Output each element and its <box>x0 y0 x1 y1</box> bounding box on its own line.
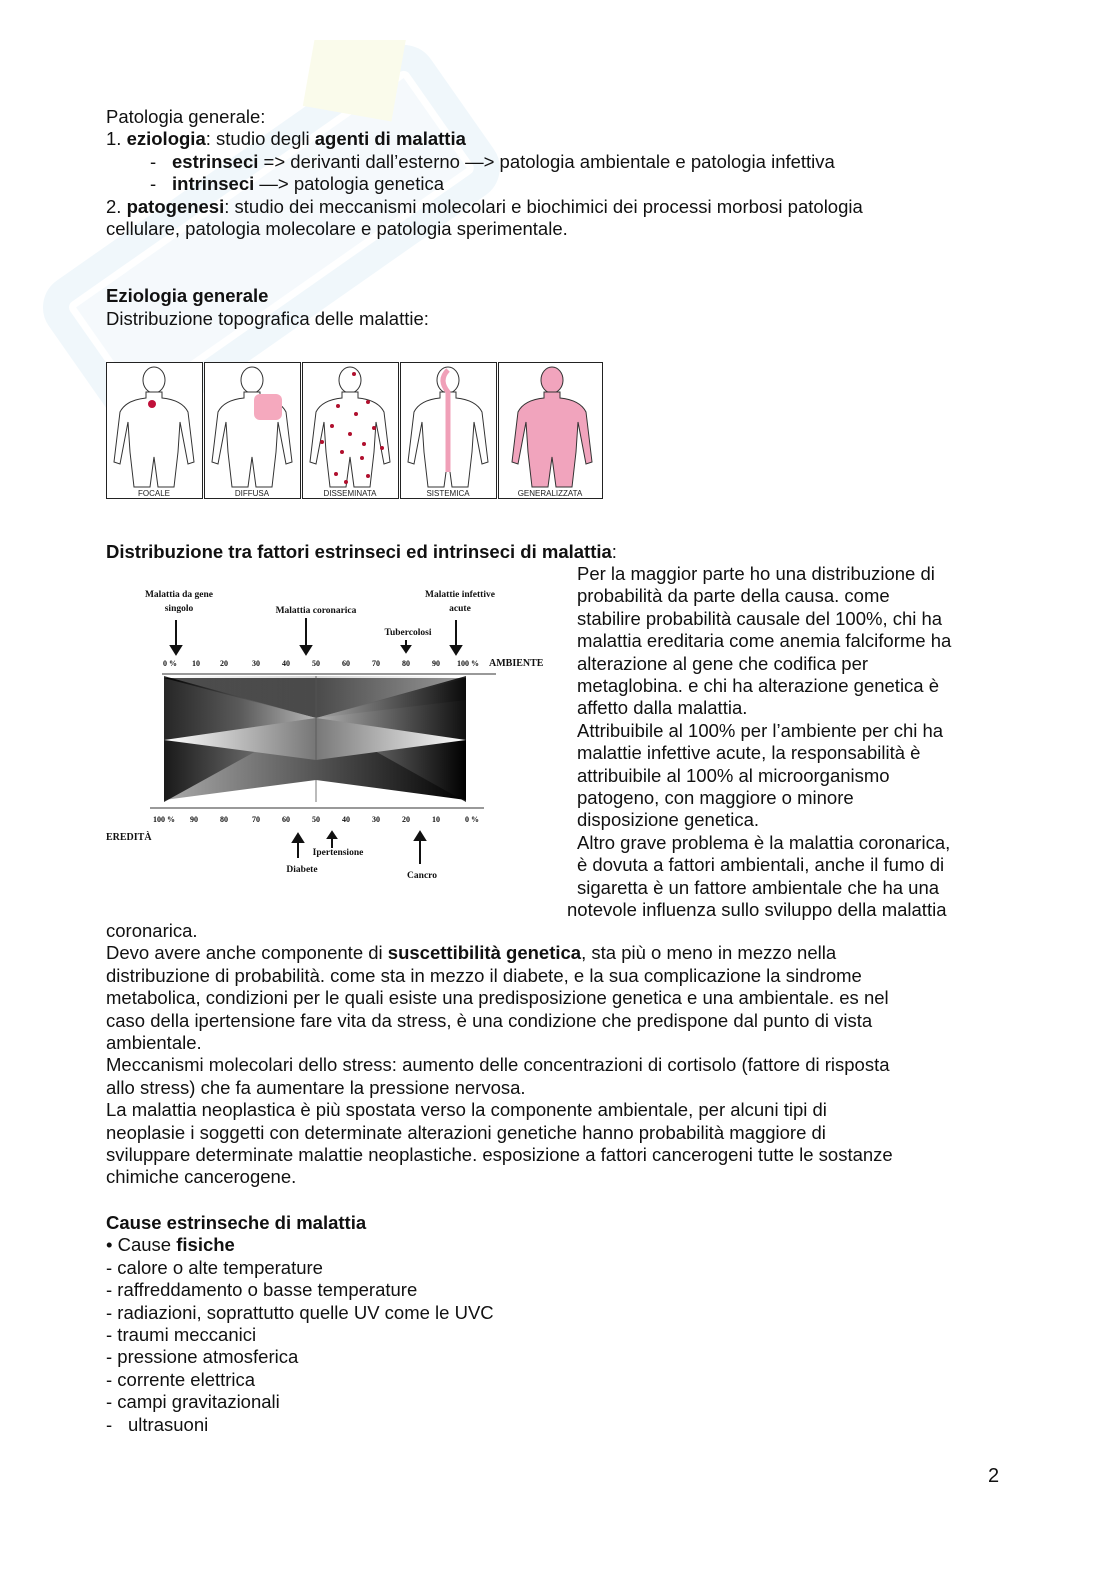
figure-label-disseminata: DISSEMINATA <box>323 489 377 498</box>
axis-label-ambiente: AMBIENTE <box>489 658 544 669</box>
section-title-distribuzione: Distribuzione tra fattori estrinseci ed intrinseci di malattia: <box>106 541 617 562</box>
svg-text:30: 30 <box>372 815 380 824</box>
list-item: - calore o alte temperature <box>106 1256 323 1278</box>
svg-text:10: 10 <box>192 659 200 668</box>
chart-side-text: Per la maggior parte ho una distribuzione di probabilità da parte della causa. come stabilire probabilità causale del 100%, chi ha malattia ereditaria come anemia falciforme ha alterazione al gene che codifica per metaglobina. e chi ha alterazione genetica è affetto dalla malattia. Attribuibile al 100% per l’ambiente per chi ha malattie infettive acute, la responsabilità è attribuibile al 100% al microorganismo patogeno, con maggiore o minore disposizione genetica. Altro grave problema è la malattia coronarica, è dovuta a fattori ambientali, anche il fumo di sigaretta è un fattore ambientale che ha una notevole influenza sullo sviluppo della malattia <box>567 563 952 921</box>
list-item: - campi gravitazionali <box>106 1391 280 1413</box>
label-malattia-gene: Malattia da gene <box>144 590 214 600</box>
paragraph-suscettibilita: Devo avere anche componente di suscettibilità genetica, sta più o meno in mezzo nella <box>106 942 837 964</box>
list-item-patogenesi-cont: cellulare, patologia molecolare e patologia sperimentale. <box>106 218 568 240</box>
svg-text:100 %: 100 % <box>153 815 175 824</box>
svg-text:40: 40 <box>342 815 350 824</box>
axis-label-eredita: EREDITÀ <box>106 832 152 843</box>
figure-label-generalizzata: GENERALIZZATA <box>517 489 583 498</box>
sub-item-estrinseci: - estrinseci => derivanti dall’esterno —> patologia ambientale e patologia infettiva <box>150 150 835 172</box>
svg-text:90: 90 <box>432 659 440 668</box>
figure-label-diffusa: DIFFUSA <box>234 489 270 498</box>
list-item-patogenesi: 2. patogenesi: studio dei meccanismi molecolari e biochimici dei processi morbosi patologia <box>106 195 863 217</box>
svg-text:60: 60 <box>282 815 290 824</box>
svg-text:80: 80 <box>220 815 228 824</box>
svg-text:70: 70 <box>252 815 260 824</box>
svg-text:20: 20 <box>220 659 228 668</box>
list-item: - ultrasuoni <box>106 1413 209 1435</box>
figure-label-sistemica: SISTEMICA <box>426 489 470 498</box>
label-acute: acute <box>449 604 471 614</box>
label-tubercolosi: Tubercolosi <box>384 628 432 638</box>
distribution-paragraphs: coronarica. Devo avere anche componente di suscettibilità genetica, sta più o meno in mezzo nella distribuzione di probabilità. come sta in mezzo il diabete, e la sua complicazione la sindrome metabolica, condizioni per le quali esiste una predisposizione genetica e una ambientale. es nel caso della ipertensione fare vita da stress, è una condizione che predispone dal punto di vista ambientale. Meccanismi molecolari dello stress: aumento delle concentrazioni di cortisolo (fattore di risposta allo stress) che fa aumentare la pressione nervosa. La malattia neoplastica è più spostata verso la componente ambientale, per alcuni tipi di neoplasie i soggetti con determinate alterazioni genetiche hanno probabilità maggiore di sviluppare determinate malattie neoplastiche. esposizione a fattori cancerogeni tutte le sostanze chimiche cancerogene. Cause estrinseche di malattia • Cause fisiche - calore o alte temperature - raffreddamento o basse temperature - radiazioni, soprattutto quelle UV come le UVC - traumi meccanici - pressione atmosferica - corrente elettrica - campi gravitazionali - ultrasuoni <box>106 920 1006 1436</box>
svg-text:80: 80 <box>402 659 410 668</box>
list-item: - radiazioni, soprattutto quelle UV come le UVC <box>106 1301 494 1323</box>
page-number: 2 <box>988 1465 1000 1487</box>
label-malattia-coronarica: Malattia coronarica <box>275 606 357 616</box>
label-malattie-infettive: Malattie infettive <box>425 590 495 600</box>
list-item: - corrente elettrica <box>106 1368 256 1390</box>
svg-text:100 %: 100 % <box>457 659 479 668</box>
svg-text:50: 50 <box>312 659 320 668</box>
svg-text:70: 70 <box>372 659 380 668</box>
svg-text:10: 10 <box>432 815 440 824</box>
svg-text:60: 60 <box>342 659 350 668</box>
figure-label-focale: FOCALE <box>137 489 171 498</box>
distribution-chart <box>104 580 560 890</box>
intro-title: Patologia generale: <box>106 106 266 127</box>
list-item-eziologia: 1. eziologia: studio degli agenti di malattia <box>106 128 466 150</box>
list-item: - pressione atmosferica <box>106 1346 299 1368</box>
svg-text:50: 50 <box>312 815 320 824</box>
sub-item-intrinseci: - intrinseci —> patologia genetica <box>150 173 445 195</box>
cause-fisiche: • Cause fisiche <box>106 1234 235 1256</box>
list-item: - traumi meccanici <box>106 1323 257 1345</box>
svg-text:90: 90 <box>190 815 198 824</box>
label-cancro: Cancro <box>407 871 437 881</box>
svg-text:30: 30 <box>252 659 260 668</box>
svg-text:40: 40 <box>282 659 290 668</box>
label-ipertensione: Ipertensione <box>312 848 364 858</box>
section-subtitle: Distribuzione topografica delle malattie: <box>106 307 429 329</box>
label-singolo: singolo <box>164 604 194 614</box>
document-body <box>106 106 1006 330</box>
list-item: - raffreddamento o basse temperature <box>106 1279 418 1301</box>
section-title-cause: Cause estrinseche di malattia <box>106 1211 367 1233</box>
section-title-eziologia: Eziologia generale <box>106 285 269 307</box>
label-diabete: Diabete <box>286 865 318 875</box>
svg-text:0 %: 0 % <box>163 659 177 668</box>
svg-text:0 %: 0 % <box>465 815 479 824</box>
svg-text:20: 20 <box>402 815 410 824</box>
topographic-distribution-figure <box>106 362 604 500</box>
